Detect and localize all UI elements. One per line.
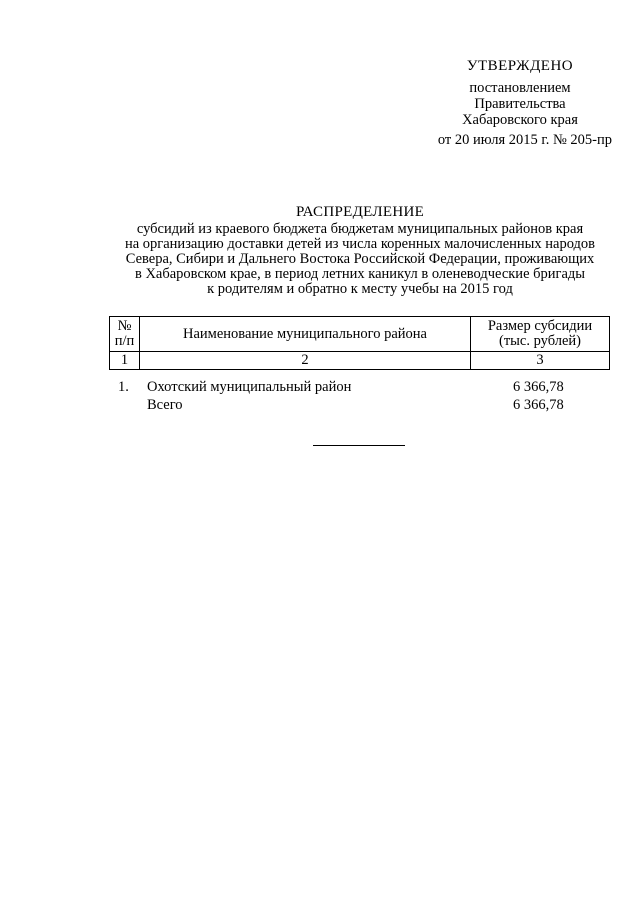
column-number-row [110,352,610,370]
approval-line-government: Правительства [474,96,566,112]
document-end-divider [313,445,405,446]
column-number-1: 1 [110,352,140,370]
approval-line-region: Хабаровского края [462,112,578,128]
total-amount: 6 366,78 [513,397,564,413]
row-amount: 6 366,78 [513,379,564,395]
subsidy-table-body [109,378,610,414]
table-header-row [110,317,610,352]
document-subtitle-line: в Хабаровском крае, в период летних каникул в оленеводческие бригады [134,266,586,282]
subsidy-table-header [109,316,610,370]
document-subtitle-line: Севера, Сибири и Дальнего Востока Российской Федерации, проживающих [125,251,595,267]
header-number-line2: п/п [114,333,135,349]
approval-stamp-block [400,58,640,148]
header-number-line1: № [117,318,132,334]
approval-line-decree-type: постановлением [469,80,571,96]
header-number [110,317,140,352]
row-district-name: Охотский муниципальный район [147,379,352,395]
column-number-2: 2 [140,352,471,370]
column-number-3: 3 [471,352,610,370]
document-heading: РАСПРЕДЕЛЕНИЕ [295,204,425,220]
approval-decree-number: от 20 июля 2015 г. № 205-пр [437,132,612,148]
table-total-row [109,396,610,414]
row-number: 1. [118,379,129,395]
document-subtitle-line: субсидий из краевого бюджета бюджетам муниципальных районов края [136,221,584,237]
header-subsidy-amount [471,317,610,352]
header-district-name: Наименование муниципального района [140,317,471,352]
header-amount-line1: Размер субсидии [487,318,593,334]
table-row [109,378,610,396]
approval-stamp: УТВЕРЖДЕНО [466,58,574,74]
document-title-block [90,205,630,297]
document-subtitle-line: на организацию доставки детей из числа коренных малочисленных народов [124,236,596,252]
document-subtitle-line: к родителям и обратно к месту учебы на 2015 год [207,281,513,297]
header-amount-line2: (тыс. рублей) [499,333,581,349]
total-label: Всего [147,397,183,413]
